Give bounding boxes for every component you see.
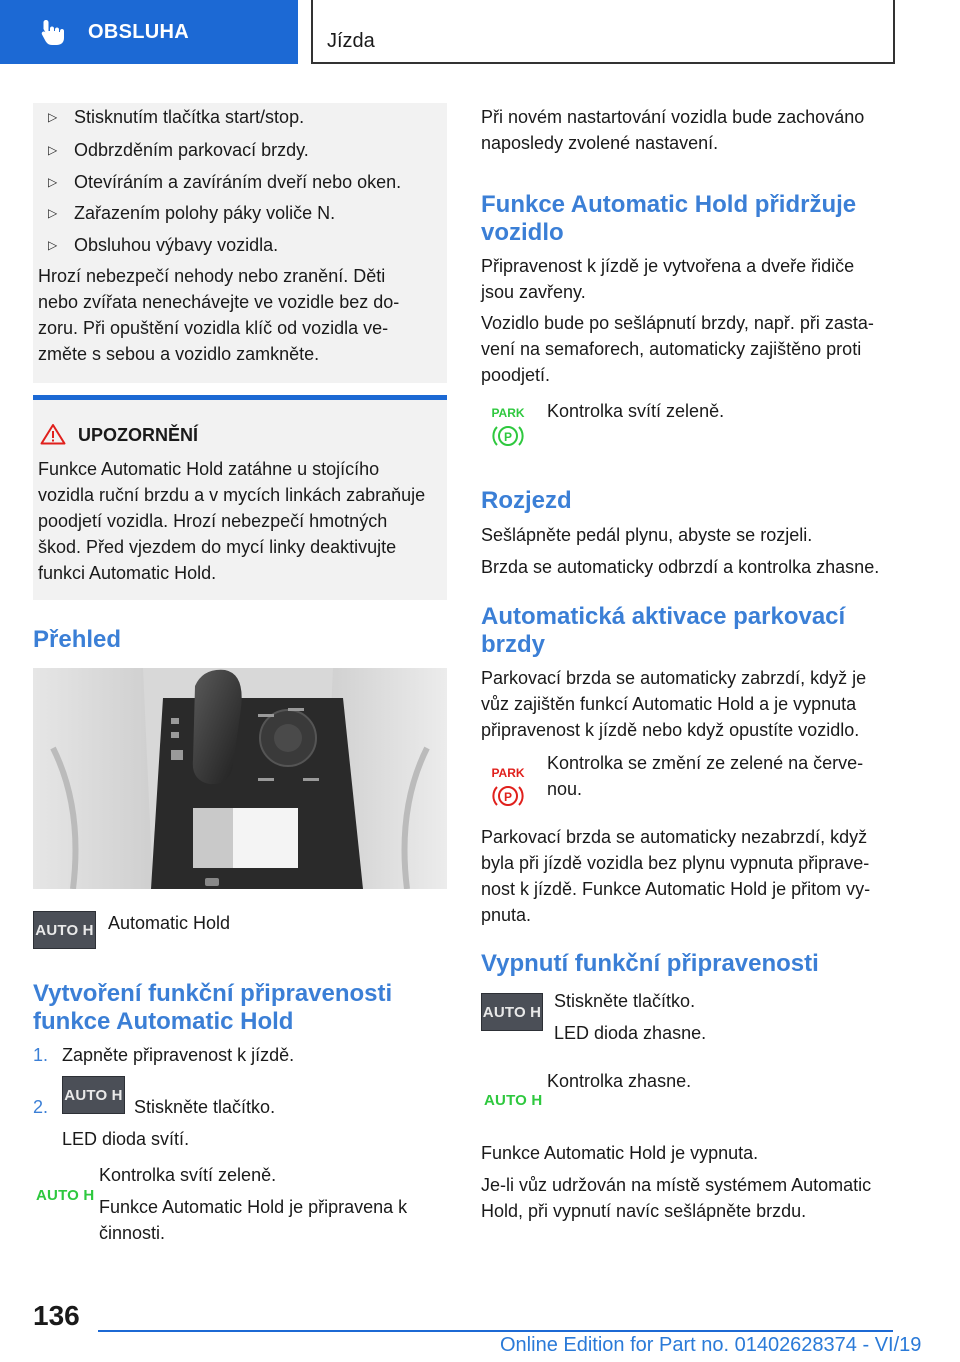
svg-text:PARK: PARK — [491, 766, 525, 780]
list-item: ▷ Otevíráním a zavíráním dveří nebo oken. — [48, 169, 401, 195]
auto-h-button-icon: AUTO H — [481, 993, 543, 1031]
svg-text:P: P — [503, 790, 513, 804]
auto-h-indicator-icon: AUTO H — [36, 1187, 95, 1204]
step-text: Stiskněte tlačítko. — [134, 1097, 276, 1117]
warning-bar — [33, 395, 447, 400]
button-caption: Automatic Hold — [108, 913, 231, 933]
held-text: Je-li vůz udržován na místě systémem Automatic Hold, při vypnutí navíc sešlápněte brzdu. — [481, 1175, 872, 1221]
triangle-bullet-icon: ▷ — [48, 238, 58, 252]
indicator-red-text: Kontrolka se změní ze zelené na červe- nou. — [547, 753, 864, 799]
off-statement: Funkce Automatic Hold je vypnuta. — [481, 1143, 759, 1163]
not-apply-text: Parkovací brzda se automaticky nezabrzdí, když byla při jízdě vozidla bez plynu vypnuta připrave- nost k jízdě. Funkce Automatic Hold je přitom vy- pnuta. — [481, 827, 871, 925]
list-item: ▷ Obsluhou výbavy vozidla. — [48, 232, 278, 258]
list-item: ▷ Stisknutím tlačítka start/stop. — [48, 104, 304, 130]
overview-heading: Přehled — [33, 626, 122, 653]
press-button-text: Stiskněte tlačítko. — [554, 991, 696, 1011]
triangle-bullet-icon: ▷ — [48, 175, 58, 189]
auto-park-text: Parkovací brzda se automaticky zabrzdí, když je vůz zajištěn funkcí Automatic Hold a je vypnuta připravenost k jízdě nebo když opustíte vozidlo. — [481, 668, 867, 740]
list-item: ▷ Zařazením polohy páky voliče N. — [48, 200, 335, 226]
triangle-bullet-icon: ▷ — [48, 143, 58, 157]
svg-text:P: P — [503, 430, 513, 444]
page-number: 136 — [33, 1300, 80, 1331]
center-console-photo — [33, 668, 447, 889]
drive-off-text-1: Sešlápněte pedál plynu, abyste se rozjeli. — [481, 525, 813, 545]
section-tab[interactable] — [0, 0, 298, 64]
park-green-indicator-icon — [488, 405, 528, 451]
hold-paragraph-1: Připravenost k jízdě je vytvořena a dveře řidiče jsou zavřeny. — [481, 256, 855, 302]
step-number: 1. — [33, 1045, 49, 1065]
led-on-text: LED dioda svítí. — [62, 1129, 190, 1149]
indicator-off-text: Kontrolka zhasne. — [547, 1071, 692, 1091]
ready-text: Funkce Automatic Hold je připravena k činnosti. — [99, 1197, 408, 1243]
triangle-bullet-icon: ▷ — [48, 206, 58, 220]
warning-title: UPOZORNĚNÍ — [78, 425, 199, 445]
footer-divider — [98, 1330, 893, 1332]
hold-heading: Funkce Automatic Hold přidržuje vozidlo — [481, 191, 857, 246]
led-off-text: LED dioda zhasne. — [554, 1023, 707, 1043]
intro-text: Při novém nastartování vozidla bude zachováno naposledy zvolené nastavení. — [481, 107, 865, 153]
section-title: OBSLUHA — [88, 20, 189, 43]
drive-off-heading: Rozjezd — [481, 487, 572, 514]
step-number: 2. — [33, 1097, 49, 1117]
danger-text: Hrozí nebezpečí nehody nebo zranění. Děti nebo zvířata nenechávejte ve vozidle bez do- zoru. Při opuštění vozidla klíč od vozidla ve- změte s sebou a vozidlo zamkněte. — [38, 266, 400, 364]
drive-off-text-2: Brzda se automaticky odbrzdí a kontrolka zhasne. — [481, 557, 880, 577]
triangle-bullet-icon: ▷ — [48, 110, 58, 124]
indicator-green-text: Kontrolka svítí zeleně. — [99, 1165, 277, 1185]
hand-pointer-icon — [40, 18, 66, 46]
svg-text:PARK: PARK — [491, 406, 525, 420]
warning-triangle-icon — [40, 423, 66, 445]
warning-text: Funkce Automatic Hold zatáhne u stojícího vozidla ruční brzdu a v mycích linkách zabraňuje poodjetí vozidla. Hrozí nebezpečí hmotných škod. Před vjezdem do mycí linky deaktivujte funkci Automatic Hold. — [38, 459, 426, 583]
hold-paragraph-2: Vozidlo bude po sešlápnutí brzdy, např. při zasta- vení na semaforech, automaticky zajištěno proti poodjetí. — [481, 313, 874, 385]
edition-text: Online Edition for Part no. 01402628374 - VI/19 — [500, 1334, 922, 1356]
chapter-title: Jízda — [327, 30, 375, 52]
center-console-illustration — [33, 668, 447, 889]
create-heading: Vytvoření funkční připravenosti funkce Automatic Hold — [33, 980, 393, 1035]
list-item: ▷ Odbrzděním parkovací brzdy. — [48, 137, 309, 163]
switch-off-heading: Vypnutí funkční připravenosti — [481, 950, 819, 977]
auto-h-indicator-icon: AUTO H — [484, 1092, 543, 1109]
chapter-tab — [311, 0, 895, 64]
indicator-green-text: Kontrolka svítí zeleně. — [547, 401, 725, 421]
auto-h-button-icon: AUTO H — [33, 911, 96, 949]
step-text: Zapněte připravenost k jízdě. — [62, 1045, 295, 1065]
park-red-indicator-icon — [488, 765, 528, 811]
auto-h-button-icon: AUTO H — [62, 1076, 125, 1114]
auto-park-heading: Automatická aktivace parkovací brzdy — [481, 603, 846, 658]
